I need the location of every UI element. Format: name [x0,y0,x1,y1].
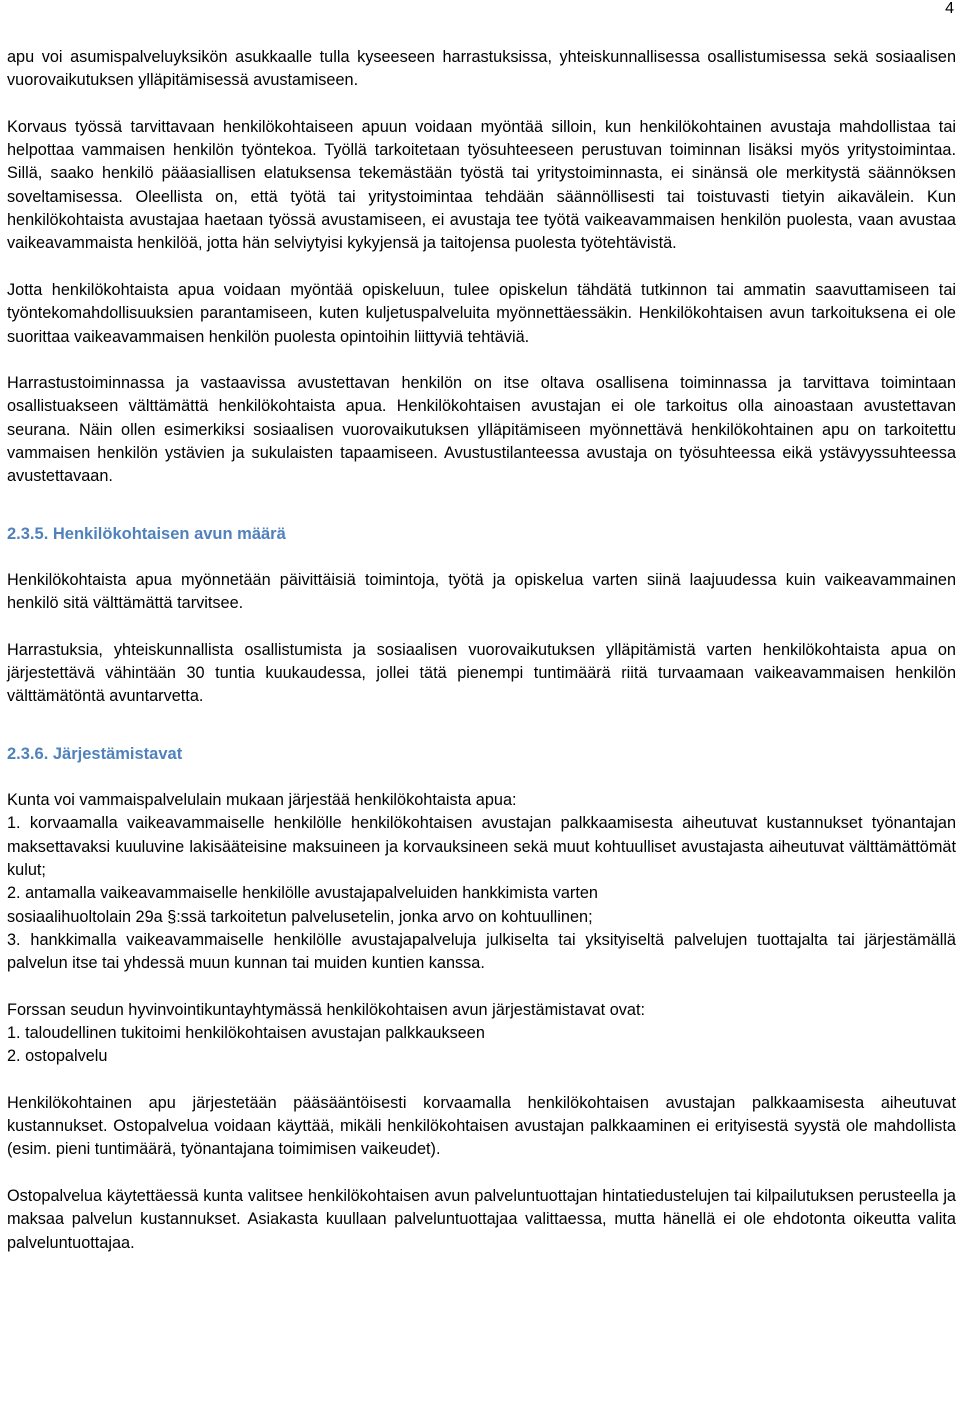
arrangement-item-2-line-2: sosiaalihuoltolain 29a §:ssä tarkoitetun palvelusetelin, jonka arvo on kohtuullinen; [7,907,593,926]
section-heading-arrangement: 2.3.6. Järjestämistavat [7,744,183,763]
paragraph-amount-hobbies: Harrastuksia, yhteiskunnallista osallistumista ja sosiaalisen vuorovaikutuksen ylläpitämistä varten henkilökohtaista apua on järjestettävä vähintään 30 tuntia kuukaudessa, jollei tätä pienempi tuntimäärä riitä turvaamaan vaikeavammaisen henkilön välttämätöntä avuntarvetta. [7,640,956,706]
paragraph-hobby-assistance: Harrastustoiminnassa ja vastaavissa avustettavan henkilön on itse oltava osallisena toiminnassa ja tarvittava toimintaan osallistuakseen välttämättä henkilökohtaista apua. Henkilökohtaisen avustajan ei ole tarkoitus olla ainoastaan avustettavan seurana. Näin ollen esimerkiksi sosiaalisen vuorovaikutuksen ylläpitämiseen myönnettävä henkilökohtainen apu on tarkoitettu vammaisen henkilön ystävien ja sukulaisten tapaamiseen. Avustustilanteessa avustaja on työsuhteessa eikä ystävyyssuhteessa avustettavaan. [7,374,956,486]
page-number: 4 [945,0,954,17]
paragraph-purchased-service: Ostopalvelua käytettäessä kunta valitsee henkilökohtaisen avun palveluntuottajan hintatiedustelujen tai kilpailutuksen perusteella ja maksaa palvelun kustannukset. Asiakasta kuullaan palveluntuottajaa valittaessa, mutta hänellä ei ole ehdotonta oikeutta valita palveluntuottajaa. [7,1187,956,1252]
document-body [7,46,956,1255]
paragraph-study-assistance: Jotta henkilökohtaista apua voidaan myöntää opiskeluun, tulee opiskelun tähdätä tutkinnon tai ammatin saavuttamiseen tai työntekomahdollisuuksien parantamiseen, kuten kuljetuspalveluita myönnettäessäkin. Henkilökohtaisen avun tarkoituksena ei ole suorittaa vaikeavammaisen henkilön puolesta opintoihin liittyviä tehtäviä. [7,280,956,346]
arrangement-item-2-line-1: 2. antamalla vaikeavammaiselle henkilölle avustajapalveluiden hankkimista varten [7,884,598,903]
forssa-item-1: 1. taloudellinen tukitoimi henkilökohtaisen avustajan palkkaukseen [7,1023,485,1042]
paragraph-primary-method: Henkilökohtainen apu järjestetään pääsääntöisesti korvaamalla henkilökohtaisen avustajan palkkaamisesta aiheutuvat kustannukset. Ostopalvelua voidaan käyttää, mikäli henkilökohtaisen avustajan palkkaaminen ei erityisestä syystä ole mahdollista (esim. pieni tuntimäärä, työnantajana toimimisen vaikeudet). [7,1093,956,1159]
forssa-arrangement-list [7,999,956,1069]
section-heading-amount: 2.3.5. Henkilökohtaisen avun määrä [7,524,286,543]
arrangement-item-3: 3. hankkimalla vaikeavammaiselle henkilölle avustajapalveluja julkiselta tai yksityiseltä palvelujen tuottajalta tai järjestämällä palvelun itse tai yhdessä muun kunnan tai muiden kuntien kanssa. [7,930,956,973]
forssa-item-2: 2. ostopalvelu [7,1047,108,1066]
paragraph-work-assistance: Korvaus työssä tarvittavaan henkilökohtaiseen apuun voidaan myöntää silloin, kun henkilökohtainen avustaja mahdollistaa tai helpottaa vammaisen henkilön työntekoa. Työllä tarkoitetaan työsuhteeseen perustuvan toiminnan lisäksi myös yritystoimintaa. Sillä, saako henkilö pääasiallisen elatuksensa tekemästään työstä tai yritystoiminnasta, ei sinänsä ole merkitystä säännöksen soveltamisessa. Oleellista on, että työtä tai yritystoimintaa tehdään säännöllisesti tai toistuvasti tietyin aikavälein. Kun henkilökohtaista avustajaa haetaan työssä avustamiseen, ei avustaja tee työtä vaikeavammaisen henkilön puolesta, vaan avustaa vaikeavammaista henkilöä, jotta hän selviytyisi kykyjensä ja taitojensa puolesta työtehtävistä. [7,117,956,253]
paragraph-continuation: apu voi asumispalveluyksikön asukkaalle tulla kyseeseen harrastuksissa, yhteiskunnallisessa osallistumisessa sekä sosiaalisen vuorovaikutuksen ylläpitämisessä avustamiseen. [7,48,956,90]
forssa-intro: Forssan seudun hyvinvointikuntayhtymässä henkilökohtaisen avun järjestämistavat ovat: [7,1000,646,1019]
arrangement-list [7,789,956,975]
paragraph-amount-daily: Henkilökohtaista apua myönnetään päivittäisiä toimintoja, työtä ja opiskelua varten siinä laajuudessa kuin vaikeavammainen henkilö sitä välttämättä tarvitsee. [7,570,956,613]
arrangement-item-1: 1. korvaamalla vaikeavammaiselle henkilölle henkilökohtaisen avustajan palkkaamisesta aiheutuvat kustannukset työnantajan maksettavaksi kuuluvine lakisääteisine maksuineen ja korvauksineen sekä muut kohtuulliset avustajasta aiheutuvat välttämättömät kulut; [7,814,956,879]
arrangement-intro: Kunta voi vammaispalvelulain mukaan järjestää henkilökohtaista apua: [7,791,517,810]
